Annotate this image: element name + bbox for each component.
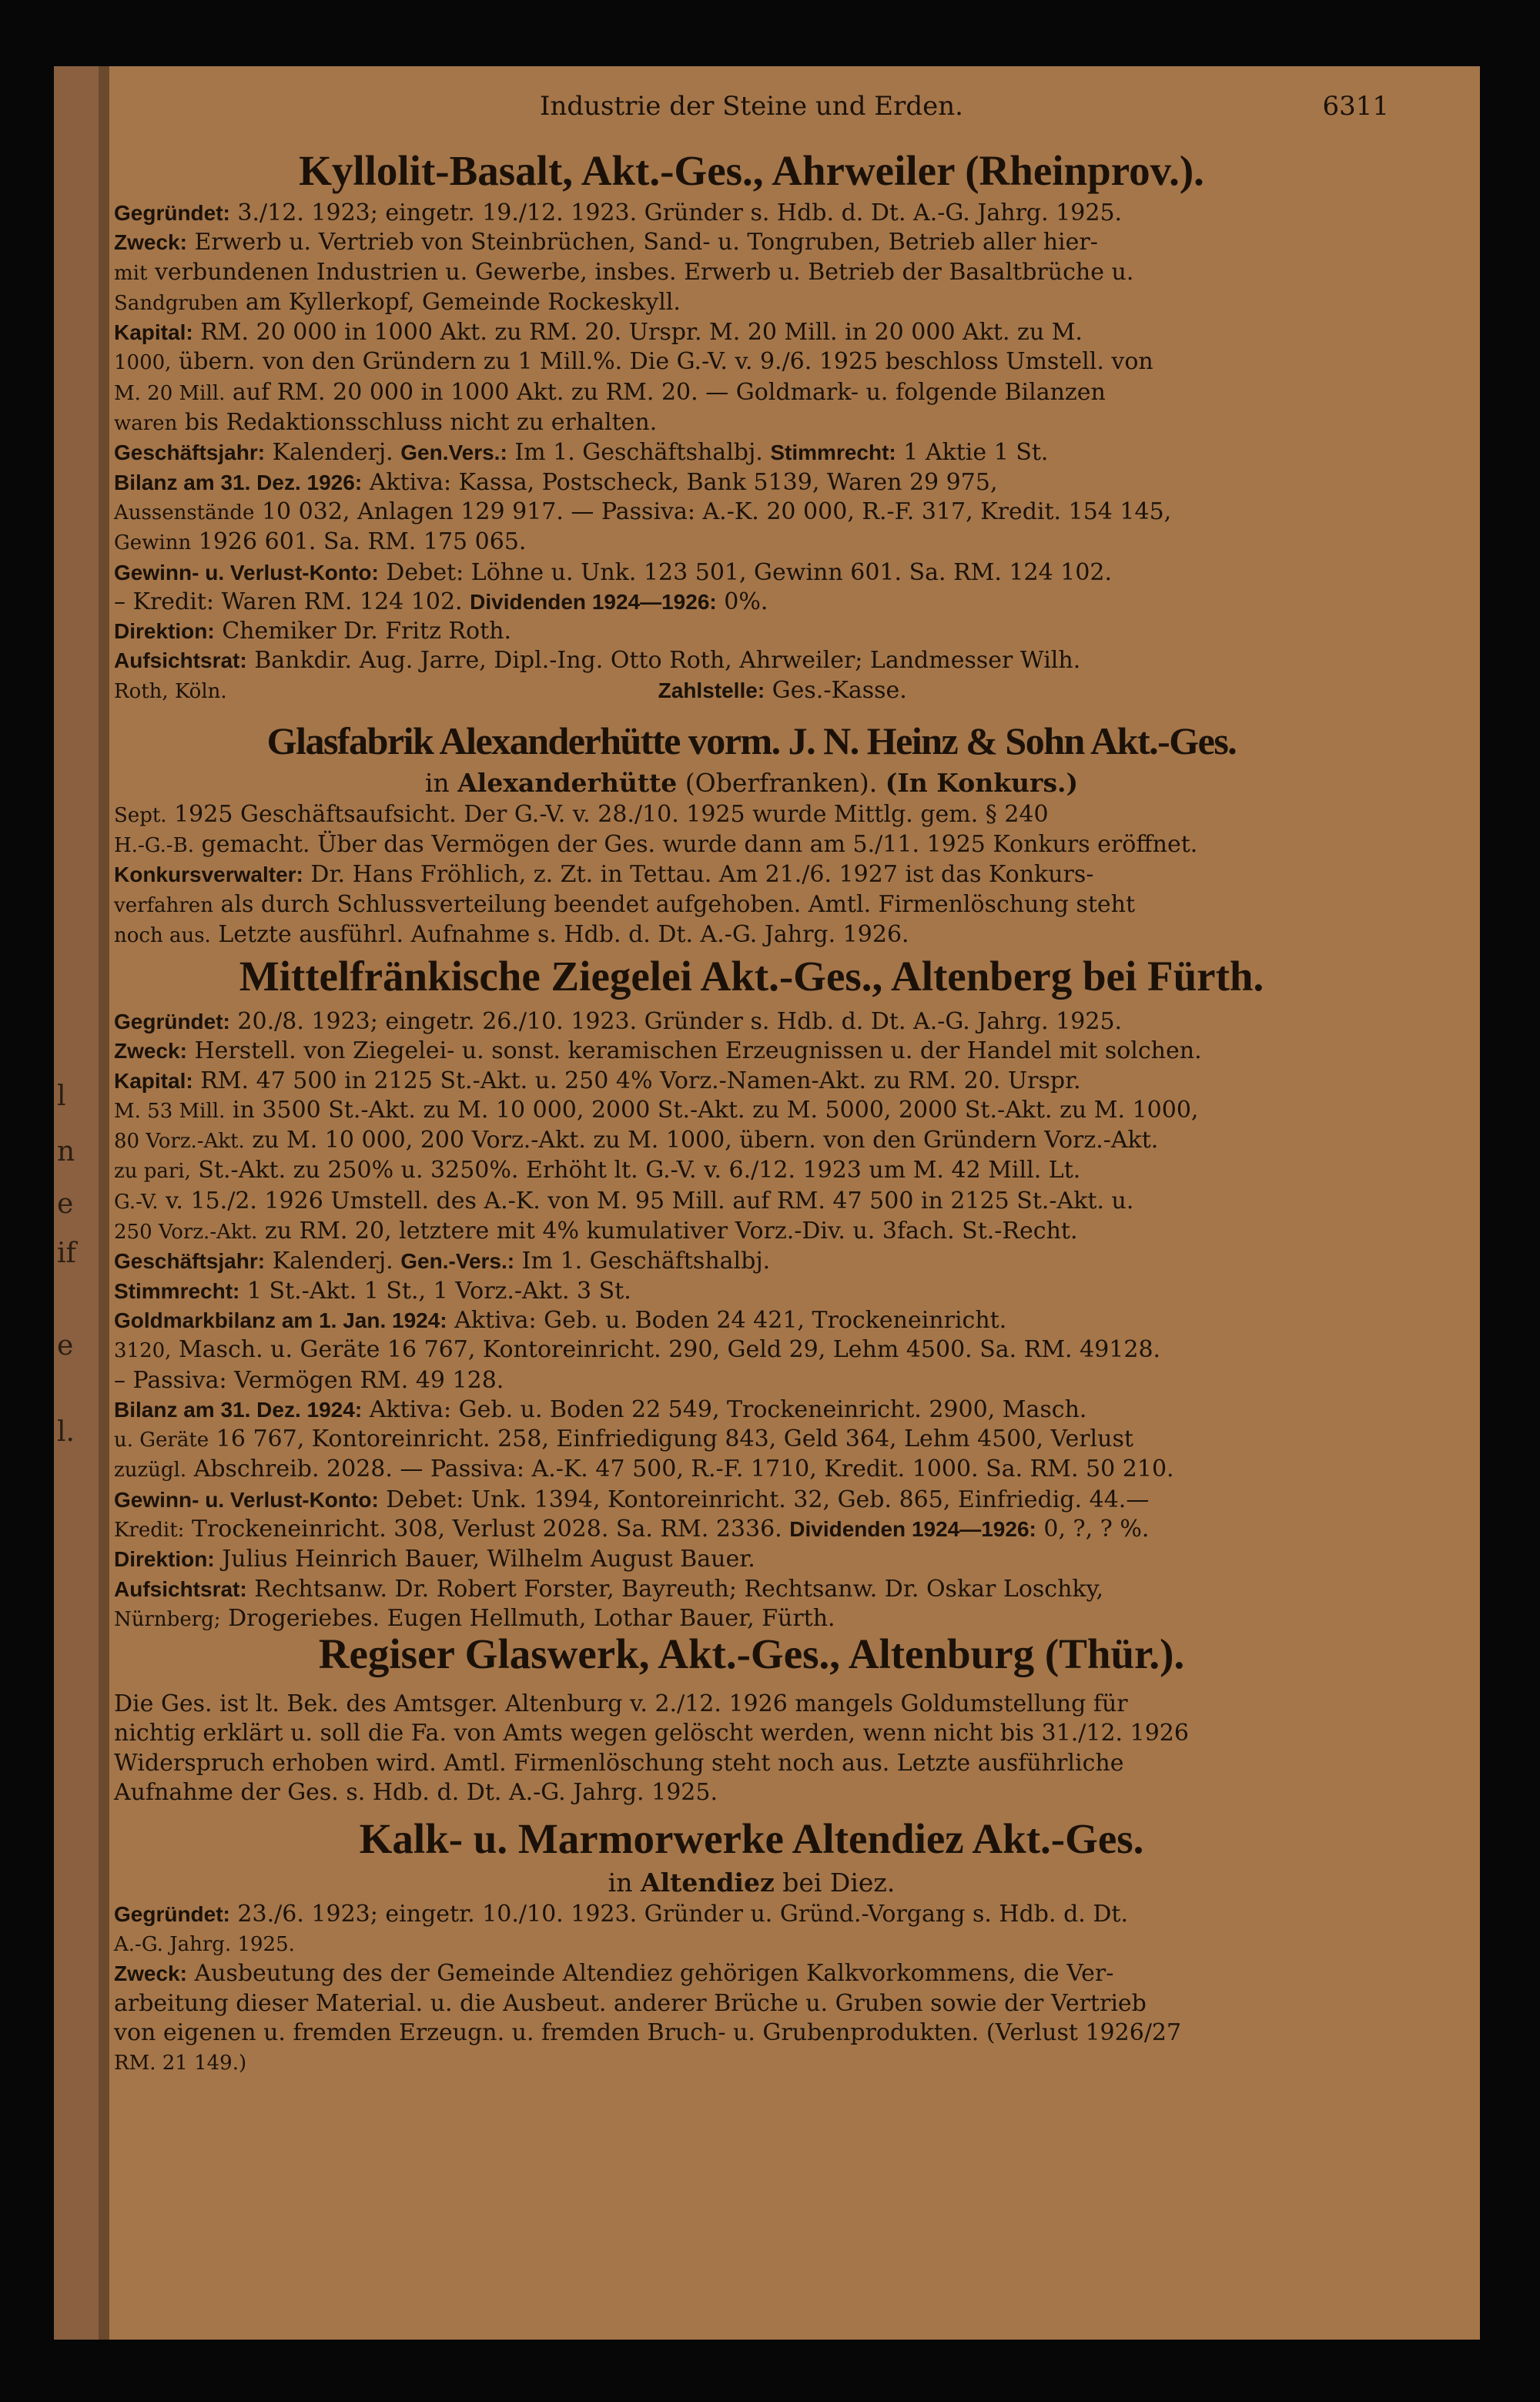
text-line: – Passiva: Vermögen RM. 49 128. bbox=[114, 1366, 504, 1394]
text-line: Zweck: Erwerb u. Vertrieb von Steinbrüchen, Sand- u. Tongruben, Betrieb aller hier- bbox=[114, 229, 1098, 256]
text-line: 1000, übern. von den Gründern zu 1 Mill.%. Die G.-V. v. 9./6. 1925 beschloss Umstell. von bbox=[114, 348, 1153, 376]
text-line: Stimmrecht: 1 St.-Akt. 1 St., 1 Vorz.-Akt. 3 St. bbox=[114, 1277, 631, 1305]
margin-fragment: l bbox=[57, 1080, 66, 1112]
entry-altendiez bbox=[114, 1814, 1389, 2079]
text-line: Aufnahme der Ges. s. Hdb. d. Dt. A.-G. Jahrg. 1925. bbox=[114, 1778, 718, 1806]
margin-fragment: n bbox=[57, 1136, 75, 1167]
text-line: Gewinn 1926 601. Sa. RM. 175 065. bbox=[114, 528, 527, 556]
text-line: G.-V. v. 15./2. 1926 Umstell. des A.-K. von M. 95 Mill. auf RM. 47 500 in 2125 St.-Akt. u. bbox=[114, 1187, 1134, 1214]
margin-fragment: if bbox=[57, 1238, 76, 1269]
margin-fragment: l. bbox=[57, 1416, 75, 1448]
gutter-shadow bbox=[99, 66, 109, 2340]
text-line: Geschäftsjahr: Kalenderj. Gen.Vers.: Im 1. Geschäftshalbj. Stimmrecht: 1 Aktie 1 St. bbox=[114, 439, 1049, 467]
entry-subtitle: in Altendiez bei Diez. bbox=[608, 1868, 896, 1898]
text-line: Zweck: Ausbeutung des der Gemeinde Altendiez gehörigen Kalkvorkommens, die Ver- bbox=[114, 1960, 1114, 1988]
text-line: u. Geräte 16 767, Kontoreinricht. 258, Einfriedigung 843, Geld 364, Lehm 4500, Verlust bbox=[114, 1425, 1133, 1453]
text-line: Kredit: Trockeneinricht. 308, Verlust 2028. Sa. RM. 2336. Dividenden 1924—1926: 0, ?, ? %. bbox=[114, 1516, 1150, 1543]
text-line: 3120, Masch. u. Geräte 16 767, Kontoreinricht. 290, Geld 29, Lehm 4500. Sa. RM. 49128. bbox=[114, 1336, 1161, 1364]
text-line: RM. 21 149.) bbox=[114, 2052, 247, 2075]
text-line: waren bis Redaktionsschluss nicht zu erhalten. bbox=[114, 409, 658, 437]
text-line: Goldmarkbilanz am 1. Jan. 1924: Aktiva: Geb. u. Boden 24 421, Trockeneinricht. bbox=[114, 1306, 1007, 1334]
text-line: von eigenen u. fremden Erzeugn. u. fremden Bruch- u. Grubenprodukten. (Verlust 1926/27 bbox=[114, 2019, 1182, 2047]
text-line: Konkursverwalter: Dr. Hans Fröhlich, z. Zt. in Tettau. Am 21./6. 1927 ist das Konkurs- bbox=[114, 861, 1094, 889]
margin-fragment: e bbox=[57, 1330, 74, 1362]
text-line: – Kredit: Waren RM. 124 102. Dividenden 1924—1926: 0%. bbox=[114, 588, 768, 615]
text-line: zu pari, St.-Akt. zu 250% u. 3250%. Erhöht lt. G.-V. v. 6./12. 1923 um M. 42 Mill. Lt. bbox=[114, 1157, 1081, 1184]
text-line: Aufsichtsrat: Rechtsanw. Dr. Robert Forster, Bayreuth; Rechtsanw. Dr. Oskar Loschky, bbox=[114, 1575, 1104, 1603]
entry-alexanderhuette bbox=[114, 719, 1389, 950]
running-head bbox=[114, 91, 1389, 122]
text-line: Die Ges. ist lt. Bek. des Amtsger. Altenburg v. 2./12. 1926 mangels Goldumstellung für bbox=[114, 1690, 1128, 1717]
text-line: Direktion: Julius Heinrich Bauer, Wilhelm August Bauer. bbox=[114, 1546, 755, 1573]
text-line: Gewinn- u. Verlust-Konto: Debet: Löhne u. Unk. 123 501, Gewinn 601. Sa. RM. 124 102. bbox=[114, 558, 1113, 586]
text-line: noch aus. Letzte ausführl. Aufnahme s. Hdb. d. Dt. A.-G. Jahrg. 1926. bbox=[114, 921, 909, 949]
text-line: M. 20 Mill. auf RM. 20 000 in 1000 Akt. zu RM. 20. — Goldmark- u. folgende Bilanzen bbox=[114, 378, 1106, 406]
entry-title: Kyllolit-Basalt, Akt.-Ges., Ahrweiler (Rheinprov.). bbox=[299, 147, 1204, 194]
text-line: Sandgruben am Kyllerkopf, Gemeinde Rockeskyll. bbox=[114, 288, 681, 316]
text-line: Gegründet: 3./12. 1923; eingetr. 19./12. 1923. Gründer s. Hdb. d. Dt. A.-G. Jahrg. 1925. bbox=[114, 199, 1123, 226]
text-line: mit verbundenen Industrien u. Gewerbe, insbes. Erwerb u. Betrieb der Basaltbrüche u. bbox=[114, 258, 1134, 286]
text-line: Gegründet: 23./6. 1923; eingetr. 10./10. 1923. Gründer u. Gründ.-Vorgang s. Hdb. d. Dt. bbox=[114, 1900, 1128, 1928]
text-line: Nürnberg; Drogeriebes. Eugen Hellmuth, Lothar Bauer, Fürth. bbox=[114, 1604, 835, 1632]
text-line: M. 53 Mill. in 3500 St.-Akt. zu M. 10 000, 2000 St.-Akt. zu M. 5000, 2000 St.-Akt. zu M. 1000, bbox=[114, 1096, 1199, 1124]
text-line: Bilanz am 31. Dez. 1926: Aktiva: Kassa, Postscheck, Bank 5139, Waren 29 975, bbox=[114, 468, 998, 496]
entry-kyllolit bbox=[114, 146, 1389, 706]
entry-title: Mittelfränkische Ziegelei Akt.-Ges., Altenberg bei Fürth. bbox=[239, 953, 1264, 1000]
text-line: 250 Vorz.-Akt. zu RM. 20, letztere mit 4% kumulativer Vorz.-Div. u. 3fach. St.-Recht. bbox=[114, 1218, 1078, 1245]
book-page bbox=[54, 66, 1480, 2340]
entry-title: Glasfabrik Alexanderhütte vorm. J. N. Heinz & Sohn Akt.-Ges. bbox=[266, 719, 1237, 762]
text-line: H.-G.-B. gemacht. Über das Vermögen der Ges. wurde dann am 5./11. 1925 Konkurs eröffnet. bbox=[114, 831, 1198, 859]
text-line: Direktion: Chemiker Dr. Fritz Roth. bbox=[114, 618, 511, 645]
text-line: 80 Vorz.-Akt. zu M. 10 000, 200 Vorz.-Akt. zu M. 1000, übern. von den Gründern Vorz.-Akt. bbox=[114, 1127, 1159, 1154]
entry-title: Regiser Glaswerk, Akt.-Ges., Altenburg (Thür.). bbox=[318, 1630, 1185, 1677]
text-line: Aussenstände 10 032, Anlagen 129 917. — Passiva: A.-K. 20 000, R.-F. 317, Kredit. 154 145, bbox=[114, 497, 1172, 525]
text-line: Gegründet: 20./8. 1923; eingetr. 26./10. 1923. Gründer s. Hdb. d. Dt. A.-G. Jahrg. 1925. bbox=[114, 1008, 1123, 1035]
entry-title: Kalk- u. Marmorwerke Altendiez Akt.-Ges. bbox=[359, 1815, 1144, 1862]
text-line: Aufsichtsrat: Bankdir. Aug. Jarre, Dipl.-Ing. Otto Roth, Ahrweiler; Landmesser Wilh. bbox=[114, 647, 1081, 675]
text-line: Geschäftsjahr: Kalenderj. Gen.-Vers.: Im 1. Geschäftshalbj. bbox=[114, 1248, 771, 1275]
text-line: Sept. 1925 Geschäftsaufsicht. Der G.-V. v. 28./10. 1925 wurde Mittlg. gem. § 240 bbox=[114, 800, 1049, 828]
text-line: Roth, Köln. Zahlstelle: Ges.-Kasse. bbox=[114, 676, 907, 704]
text-line: nichtig erklärt u. soll die Fa. von Amts wegen gelöscht werden, wenn nicht bis 31./12. 1926 bbox=[114, 1720, 1189, 1747]
page-number: 6311 bbox=[1322, 91, 1389, 122]
page-content bbox=[114, 66, 1389, 2340]
entry-mittelfraenkische bbox=[114, 952, 1389, 1634]
adjacent-page-strip bbox=[54, 66, 99, 2340]
text-line: Bilanz am 31. Dez. 1924: Aktiva: Geb. u. Boden 22 549, Trockeneinricht. 2900, Masch. bbox=[114, 1395, 1087, 1423]
text-line: Gewinn- u. Verlust-Konto: Debet: Unk. 1394, Kontoreinricht. 32, Geb. 865, Einfriedig. 44.— bbox=[114, 1486, 1150, 1513]
entry-regiser-glaswerk bbox=[114, 1630, 1389, 1807]
entry-subtitle: in Alexanderhütte (Oberfranken). (In Konkurs.) bbox=[424, 768, 1079, 798]
text-line: verfahren als durch Schlussverteilung beendet aufgehoben. Amtl. Firmenlöschung steht bbox=[114, 890, 1136, 918]
text-line: A.-G. Jahrg. 1925. bbox=[114, 1933, 295, 1957]
text-line: Zweck: Herstell. von Ziegelei- u. sonst. keramischen Erzeugnissen u. der Handel mit solchen. bbox=[114, 1037, 1202, 1065]
text-line: Kapital: RM. 20 000 in 1000 Akt. zu RM. 20. Urspr. M. 20 Mill. in 20 000 Akt. zu M. bbox=[114, 319, 1083, 347]
text-line: Kapital: RM. 47 500 in 2125 St.-Akt. u. 250 4% Vorz.-Namen-Akt. zu RM. 20. Urspr. bbox=[114, 1067, 1081, 1094]
running-title: Industrie der Steine und Erden. bbox=[540, 91, 963, 122]
margin-fragment: e bbox=[57, 1188, 74, 1220]
text-line: Widerspruch erhoben wird. Amtl. Firmenlöschung steht noch aus. Letzte ausführliche bbox=[114, 1749, 1124, 1777]
text-line: arbeitung dieser Material. u. die Ausbeut. anderer Brüche u. Gruben sowie der Vertrieb bbox=[114, 1989, 1147, 2017]
text-line: zuzügl. Abschreib. 2028. — Passiva: A.-K. 47 500, R.-F. 1710, Kredit. 1000. Sa. RM. 50 210. bbox=[114, 1456, 1174, 1483]
